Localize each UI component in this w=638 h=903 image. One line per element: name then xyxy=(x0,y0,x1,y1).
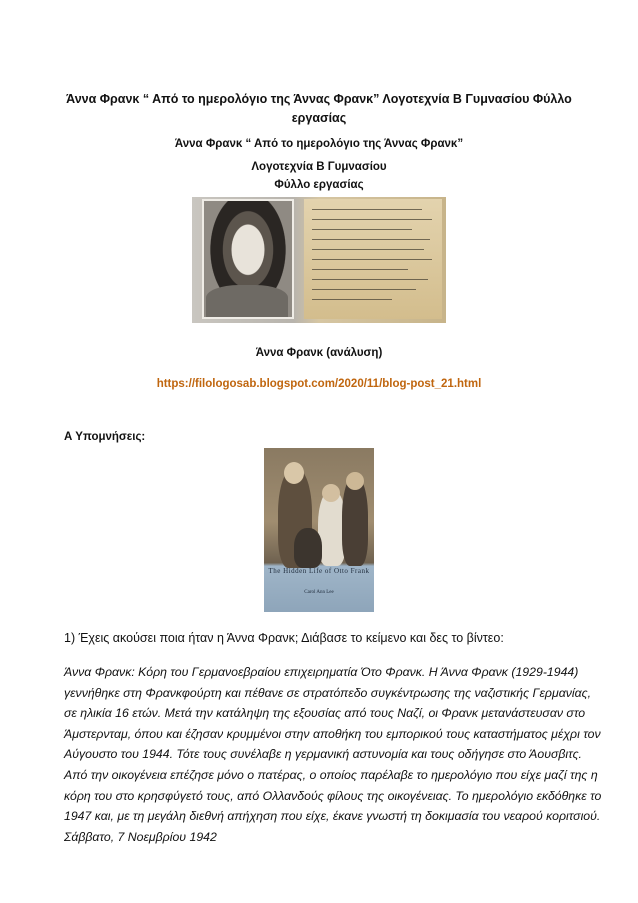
blog-link[interactable]: https://filologosab.blogspot.com/2020/11/blog-post_21.html xyxy=(156,378,482,390)
body-line: 1947 και, με τη μεγάλη διεθνή απήχηση που είχε, έκανε γνωστή τη δοκιμασία του νεαρού κοριτσιού. xyxy=(64,809,601,824)
body-line: Άμστερνταμ, όπου και έζησαν κρυμμένοι στην αποθήκη του εμπορικού τους καταστήματος μέχρι τον xyxy=(64,726,601,741)
body-text xyxy=(64,662,602,847)
book-cover-image xyxy=(264,448,374,612)
diary-page xyxy=(304,199,442,319)
book-cover-title: The Hidden Life of Otto Frank xyxy=(268,567,370,575)
body-line: γεννήθηκε στη Φρανκφούρτη και πέθανε σε στρατόπεδο συγκέντρωσης της ναζιστικής Γερμανίας, xyxy=(64,685,592,700)
body-line: Από την οικογένεια επέζησε μόνο ο πατέρας, ο οποίος παρέλαβε το ημερολόγιο που είχε μαζί της η xyxy=(64,767,598,782)
body-line: Αύγουστο του 1944. Τότε τους συνέλαβε η γερμανική αστυνομία και τους οδήγησε στο Άουσβιτς. xyxy=(64,747,582,762)
image-caption: Άννα Φρανκ (ανάλυση) xyxy=(255,347,383,359)
body-line: σε ηλικία 16 ετών. Μετά την κατάληψη της εξουσίας από τους Ναζί, οι Φρανκ μετανάστευσαν στο xyxy=(64,706,586,721)
class-line: Λογοτεχνία Β Γυμνασίου xyxy=(251,161,387,173)
date-line: Σάββατο, 7 Νοεμβρίου 1942 xyxy=(64,829,217,844)
page-title: Άννα Φρανκ “ Από το ημερολόγιο της Άννας Φρανκ” Λογοτεχνία Β Γυμνασίου Φύλλο εργασίας xyxy=(66,92,572,125)
body-line: κόρη του στο κρησφύγετό τους, από Ολλανδούς φίλους της οικογένειας. Το ημερολόγιο εκδόθηκε το xyxy=(64,788,602,803)
anne-frank-diary-image xyxy=(192,197,446,323)
body-line: Άννα Φρανκ: Κόρη του Γερμανοεβραίου επιχειρηματία Ότο Φρανκ. Η Άννα Φρανκ (1929-1944) xyxy=(64,665,579,679)
section-title: Α Υπομνήσεις: xyxy=(64,431,146,443)
book-cover-author: Carol Ann Lee xyxy=(304,590,334,595)
worksheet-line: Φύλλο εργασίας xyxy=(274,179,364,191)
subtitle: Άννα Φρανκ “ Από το ημερολόγιο της Άννας Φρανκ” xyxy=(174,138,464,150)
question-1: 1) Έχεις ακούσει ποια ήταν η Άννα Φρανκ; Διάβασε το κείμενο και δες το βίντεο: xyxy=(64,631,504,645)
